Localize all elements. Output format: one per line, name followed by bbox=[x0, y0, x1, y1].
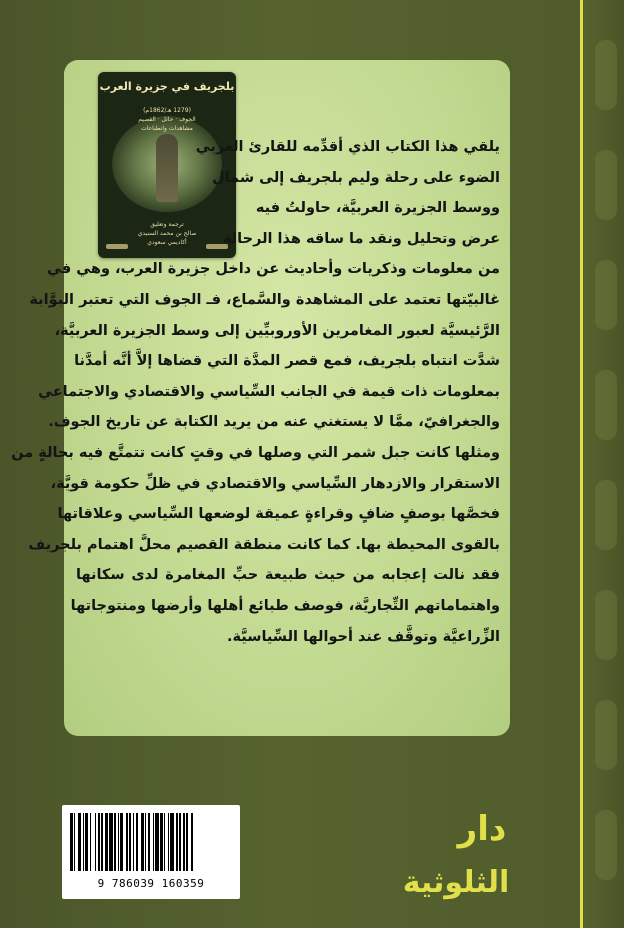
blurb-line: واهتماماتهم التِّجاريَّة، فوصف طبائع أهلها وأرضها ومنتوجاتها bbox=[70, 597, 500, 614]
blurb-line: يلقي هذا الكتاب الذي أقدِّمه للقارئ العربي bbox=[195, 139, 500, 155]
publisher-line2: الثلوثية bbox=[402, 865, 510, 900]
thumbnail-subtitle bbox=[98, 106, 236, 133]
blurb-line: الرَّئيسيَّة لعبور المغامرين الأوروبيِّين إلى وسط الجزيرة العربيَّة، bbox=[54, 322, 500, 339]
blurb-line: عرض وتحليل ونقد ما ساقه هذا الرحالة bbox=[222, 230, 500, 247]
thumbnail-author-line: أكاديمي سعودي bbox=[147, 239, 187, 246]
blurb-line: الاستقرار والازدهار السِّياسي والاقتصادي في ظلِّ حكومة قويَّة، bbox=[50, 475, 500, 492]
thumbnail-title: بلجريف في جزيرة العرب bbox=[99, 80, 235, 93]
blurb-line: غالبيّتها تعتمد على المشاهدة والسَّماع، فـ الجوف التي تعتبر البوَّابة bbox=[29, 291, 500, 308]
thumbnail-subtitle-line: مشاهدات وانطباعات bbox=[141, 125, 193, 132]
thumbnail-author-line: صالح بن محمد السنيدي bbox=[137, 230, 197, 237]
thumbnail-subtitle-line: (1279 هـ/1862م) bbox=[143, 107, 191, 114]
blurb-line: بالقوى المحيطة بها. كما كانت منطقة القصيم محلَّ اهتمام بلجريف bbox=[28, 536, 500, 553]
spine-ghost-lettering bbox=[588, 20, 624, 900]
isbn-number: 9 786039 160359 bbox=[97, 877, 205, 890]
publisher-logo bbox=[404, 800, 514, 904]
thumbnail-author-line: ترجمة وتعليق bbox=[150, 221, 184, 228]
blurb-line: الضوء على رحلة وليم بلجريف إلى شمال bbox=[212, 169, 500, 186]
isbn-barcode bbox=[62, 805, 240, 899]
blurb-line: من معلومات وذكريات وأحاديث عن داخل جزيرة العرب، وهي في bbox=[47, 261, 500, 278]
blurb-line: بمعلومات ذات قيمة في الجانب السِّياسي والاقتصادي والاجتماعي bbox=[38, 383, 500, 400]
blurb-line: ومثلها كانت جبل شمر التي وصلها في وقتٍ كانت تتمتَّع فيه بحالةٍ من bbox=[11, 444, 500, 461]
spine-accent-line bbox=[580, 0, 583, 928]
blurb-line: فخصَّها بوصفٍ ضافٍ وقراءةٍ عميقة لوضعها السِّياسي وعلاقاتها bbox=[57, 506, 500, 523]
blurb-line: شدَّت انتباه بلجريف، فمع قصر المدَّة التي قضاها إلاَّ أنَّه أمدَّنا bbox=[74, 353, 500, 370]
blurb-line: والجغرافيّ، ممَّا لا يستغني عنه من يريد الكتابة عن تاريخ الجوف. bbox=[48, 414, 500, 431]
blurb-line: الزِّراعيَّة وتوقَّف عند أحوالها السِّياسيَّة. bbox=[226, 628, 500, 645]
publisher-logo-mark bbox=[404, 800, 514, 904]
publisher-line1: دار bbox=[457, 809, 507, 849]
blurb-line: فقد نالت إعجابه من حيث طبيعة حبِّ المغامرة لدى سكانها bbox=[76, 567, 500, 584]
barcode-bars bbox=[70, 813, 232, 871]
blurb-text bbox=[11, 132, 500, 652]
blurb-line: ووسط الجزيرة العربيَّة، حاولتُ فيه bbox=[255, 200, 500, 217]
thumbnail-subtitle-line: الجوف · حائل · القصيم bbox=[138, 116, 196, 123]
